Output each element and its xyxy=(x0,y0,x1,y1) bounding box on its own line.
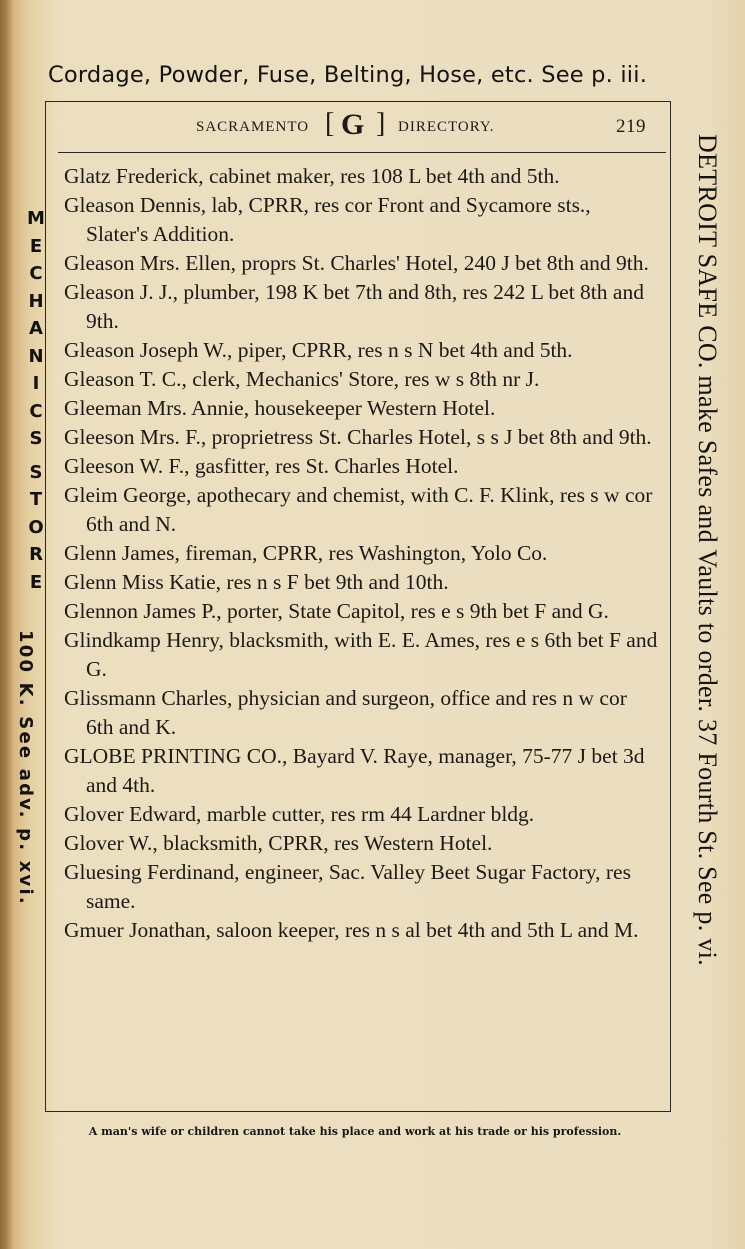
directory-entry: Glennon James P., porter, State Capitol, res e s 9th bet F and G. xyxy=(64,599,609,623)
directory-entry: Glenn Miss Katie, res n s F bet 9th and 10th. xyxy=(64,570,449,594)
running-header xyxy=(60,110,660,144)
directory-entry: Gleason Dennis, lab, CPRR, res cor Front and Sycamore sts., Slater's Addition. xyxy=(64,193,591,246)
margin-letter: E xyxy=(29,235,43,257)
page-number: 219 xyxy=(616,116,646,137)
directory-entry: Gleason J. J., plumber, 198 K bet 7th and 8th, res 242 L bet 8th and 9th. xyxy=(64,280,644,333)
margin-letter: E xyxy=(29,571,43,593)
header-directory: DIRECTORY. xyxy=(398,119,495,135)
directory-entry: Glatz Frederick, cabinet maker, res 108 L bet 4th and 5th. xyxy=(64,164,560,188)
directory-entry: Gleason Mrs. Ellen, proprs St. Charles' Hotel, 240 J bet 8th and 9th. xyxy=(64,251,649,275)
header-bracket-right: ] xyxy=(376,108,387,139)
left-margin-word-store xyxy=(23,459,49,597)
directory-entries xyxy=(64,162,658,945)
directory-entry: Gleeman Mrs. Annie, housekeeper Western Hotel. xyxy=(64,396,496,420)
header-letter: G xyxy=(341,108,366,141)
margin-letter: I xyxy=(32,373,40,394)
directory-entry: Glindkamp Henry, blacksmith, with E. E. Ames, res e s 6th bet F and G. xyxy=(64,628,658,681)
margin-letter: O xyxy=(28,516,44,538)
left-margin-rotated-text: 100 K. See adv. p. xvi. xyxy=(15,630,36,906)
header-bracket-left: [ xyxy=(325,108,336,139)
directory-entry: Gleeson W. F., gasfitter, res St. Charles Hotel. xyxy=(64,454,459,478)
directory-entry: Gleason Joseph W., piper, CPRR, res n s N bet 4th and 5th. xyxy=(64,338,573,362)
directory-entry: GLOBE PRINTING CO., Bayard V. Raye, manager, 75-77 J bet 3d and 4th. xyxy=(64,744,645,797)
margin-letter: C xyxy=(29,263,43,284)
margin-letter: S xyxy=(29,428,43,449)
margin-letter: R xyxy=(29,544,43,565)
directory-entry: Gleeson Mrs. F., proprietress St. Charles Hotel, s s J bet 8th and 9th. xyxy=(64,425,652,449)
margin-letter: M xyxy=(27,208,45,229)
margin-letter: A xyxy=(29,318,43,339)
top-advertisement: Cordage, Powder, Fuse, Belting, Hose, etc. See p. iii. xyxy=(48,62,648,88)
directory-entry: Glover Edward, marble cutter, res rm 44 Lardner bldg. xyxy=(64,802,535,826)
margin-letter: S xyxy=(29,461,43,483)
header-city: SACRAMENTO xyxy=(196,119,310,135)
binding-shadow xyxy=(0,0,14,1249)
left-margin-advertisement xyxy=(23,205,49,596)
directory-entry: Glissmann Charles, physician and surgeon, office and res n w cor 6th and K. xyxy=(64,686,627,739)
margin-letter: T xyxy=(29,489,43,510)
footer-advertisement: A man's wife or children cannot take his place and work at his trade or his profession. xyxy=(88,1125,622,1138)
directory-entry: Gleim George, apothecary and chemist, with C. F. Klink, res s w cor 6th and N. xyxy=(64,483,653,536)
left-margin-word-mechanics xyxy=(23,205,49,453)
right-margin-advertisement: DETROIT SAFE CO. make Safes and Vaults to order. 37 Fourth St. See p. vi. xyxy=(693,134,722,966)
directory-entry: Gleason T. C., clerk, Mechanics' Store, res w s 8th nr J. xyxy=(64,367,540,391)
directory-entry: Glenn James, fireman, CPRR, res Washington, Yolo Co. xyxy=(64,541,548,565)
margin-letter: N xyxy=(28,345,44,367)
header-rule xyxy=(58,152,666,153)
directory-entry: Gmuer Jonathan, saloon keeper, res n s al bet 4th and 5th L and M. xyxy=(64,918,639,942)
margin-letter: H xyxy=(28,290,44,312)
margin-letter: C xyxy=(29,400,43,422)
directory-entry: Glover W., blacksmith, CPRR, res Western Hotel. xyxy=(64,831,493,855)
directory-entry: Gluesing Ferdinand, engineer, Sac. Valley Beet Sugar Factory, res same. xyxy=(64,860,631,913)
